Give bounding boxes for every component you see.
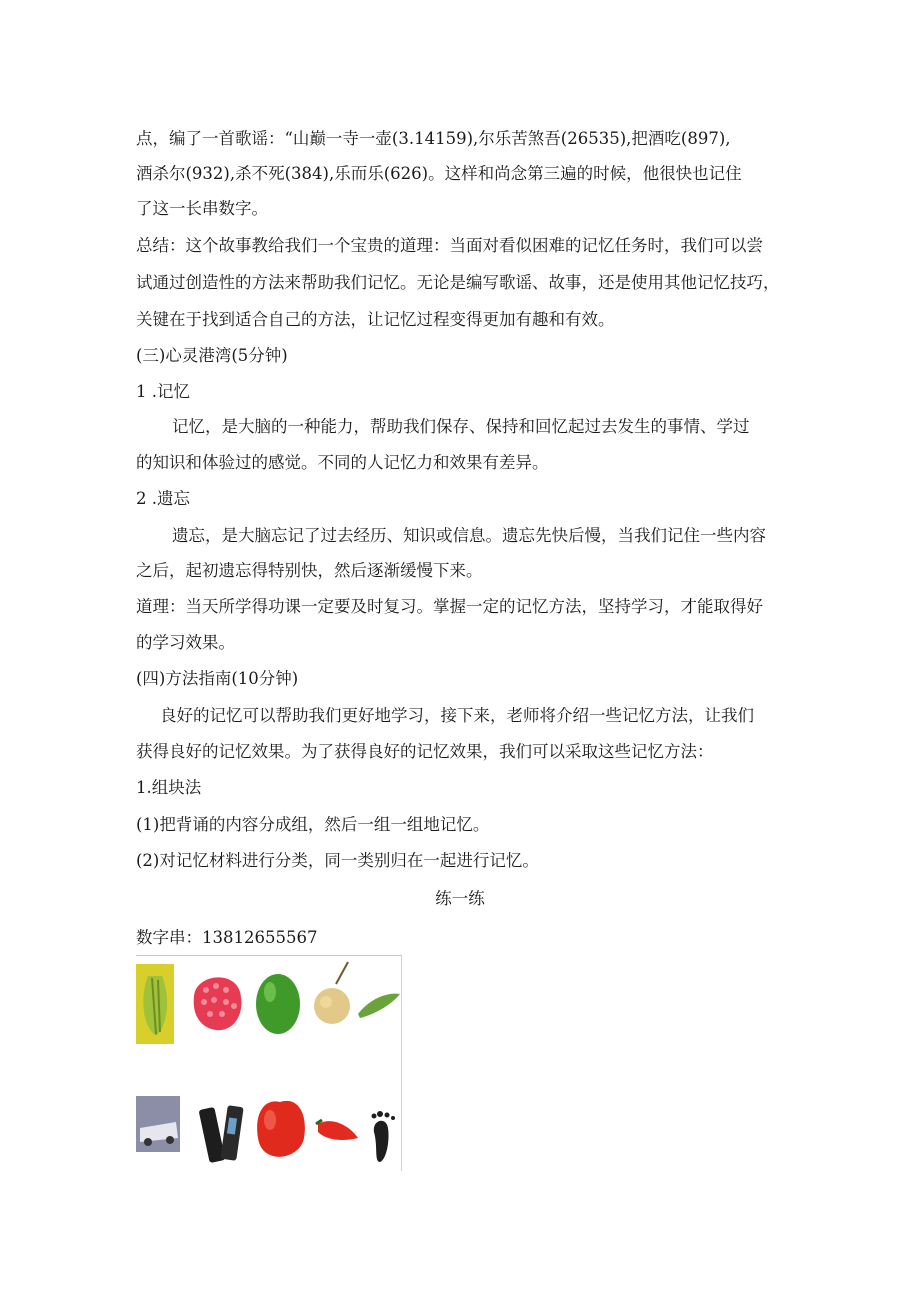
paragraph-line: 遗忘，是大脑忘记了过去经历、知识或信息。遗忘先快后慢，当我们记住一些内容 <box>172 526 766 545</box>
paragraph-line: 之后，起初遗忘得特别快，然后逐渐缓慢下来。 <box>136 561 483 580</box>
paragraph-line: 道理：当天所学得功课一定要及时复习。掌握一定的记忆方法，坚持学习，才能取得好 <box>136 597 763 616</box>
summary-line: 关键在于找到适合自己的方法，让记忆过程变得更加有趣和有效。 <box>136 310 615 329</box>
paragraph-line: 良好的记忆可以帮助我们更好地学习，接下来，老师将介绍一些记忆方法，让我们 <box>160 706 754 725</box>
paragraph-line: 记忆，是大脑的一种能力，帮助我们保存、保持和回忆起过去发生的事情、学过 <box>172 417 750 436</box>
paragraph-line: 点，编了一首歌谣：“山巅一寺一壶(3.14159),尔乐苦煞吾(26535),把酒吃(897), <box>136 129 731 148</box>
chili-icon <box>358 994 400 1018</box>
method-heading: 1.组块法 <box>136 778 202 797</box>
phone-icon <box>199 1105 244 1163</box>
item-heading: 1 .记忆 <box>136 382 190 401</box>
paragraph-line: 获得良好的记忆效果。为了获得良好的记忆效果，我们可以采取这些记忆方法： <box>136 742 714 761</box>
practice-title: 练一练 <box>435 889 485 908</box>
paragraph-line: 酒杀尔(932),杀不死(384),乐而乐(626)。这样和尚念第三遍的时候，他很快也记住 <box>136 164 742 183</box>
memory-picture-grid <box>136 955 402 1171</box>
method-step: (1)把背诵的内容分成组，然后一组一组地记忆。 <box>136 815 490 834</box>
paragraph-line: 的知识和体验过的感觉。不同的人记忆力和效果有差异。 <box>136 453 549 472</box>
footprint-icon <box>372 1111 396 1162</box>
pear-icon <box>314 962 350 1024</box>
apple-icon <box>257 1101 305 1157</box>
item-heading: 2 .遗忘 <box>136 489 190 508</box>
section-heading: (三)心灵港湾(5分钟) <box>136 346 288 365</box>
summary-line: 试通过创造性的方法来帮助我们记忆。无论是编写歌谣、故事，还是使用其他记忆技巧， <box>136 273 780 292</box>
method-step: (2)对记忆材料进行分类，同一类别归在一起进行记忆。 <box>136 851 539 870</box>
lime-icon <box>256 974 300 1034</box>
number-string: 数字串：13812655567 <box>136 928 318 947</box>
paragraph-line: 的学习效果。 <box>136 633 235 652</box>
summary-line: 总结：这个故事教给我们一个宝贵的道理：当面对看似困难的记忆任务时，我们可以尝 <box>136 236 763 255</box>
raspberry-icon <box>194 977 242 1030</box>
red-pepper-icon <box>316 1120 358 1140</box>
car-icon <box>136 1096 180 1152</box>
paragraph-line: 了这一长串数字。 <box>136 199 268 218</box>
pepper-icon <box>136 964 174 1044</box>
section-heading: (四)方法指南(10分钟) <box>136 669 299 688</box>
